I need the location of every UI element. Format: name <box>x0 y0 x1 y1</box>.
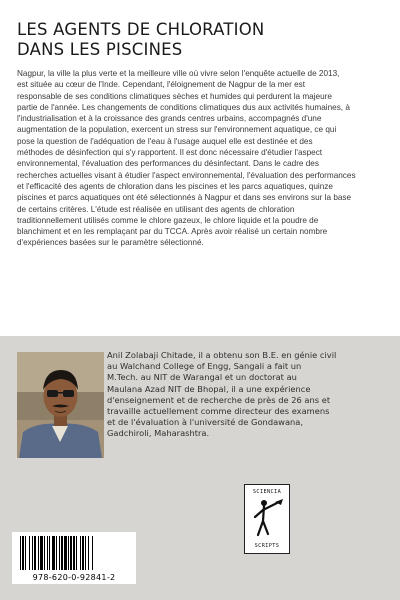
abstract-line: de certains critères. L'étude est réalisée en utilisant des agents de chloration <box>17 204 295 214</box>
title-line-1: LES AGENTS DE CHLORATION <box>17 20 265 39</box>
abstract-line: d'expériences basées sur le paramètre sélectionné. <box>17 238 204 248</box>
bio-line: Maulana Azad NIT de Bhopal, il a une expérience <box>107 383 311 394</box>
bio-line: M.Tech. au NIT de Warangal et un doctorat au <box>107 372 297 383</box>
abstract-line: l'industrialisation et à la croissance des grands centres urbains, accompagnés d'une <box>17 114 322 124</box>
author-bio <box>107 350 397 440</box>
abstract-line: responsable de ses conditions climatiques sèches et humides qui perdurent la majeure <box>17 91 332 101</box>
abstract-line: et l'efficacité des agents de chloration dans les piscines et les parcs aquatiques, quinze <box>17 181 333 191</box>
abstract-line: méthodes de désinfection qui s'y rapportent. Il est donc nécessaire d'étudier l'aspect <box>17 148 323 158</box>
isbn-number: 978-620-0-92841-2 <box>32 573 116 582</box>
abstract-line: recherches actuelles visant à étudier l'aspect environnemental, l'évaluation des performances <box>17 170 356 180</box>
abstract-text <box>17 68 385 249</box>
bio-line: d'enseignement et de recherche de près de 26 ans et <box>107 394 331 405</box>
walking-figure-icon <box>251 497 285 541</box>
abstract-line: traditionnellement utilisés comme le chlore gazeux, le chlore liquide et la poudre de <box>17 215 319 225</box>
author-photo <box>17 352 104 458</box>
abstract-line: partie de l'année. Les changements de conditions climatiques dus aux activités humaines, à <box>17 102 350 112</box>
book-title <box>17 20 387 60</box>
publisher-logo-bottom-text: SCRIPTS <box>254 543 280 549</box>
abstract-line: pose la question de l'adéquation de l'eau à l'usage auquel elle est destinée et des <box>17 136 313 146</box>
bio-line: Gadchiroli, Maharashtra. <box>107 428 210 439</box>
title-line-2: DANS LES PISCINES <box>17 40 183 59</box>
abstract-line: augmentation de la population, exercent un stress sur l'environnement aquatique, ce qui <box>17 125 337 135</box>
barcode-icon <box>18 536 130 572</box>
abstract-line: est située au cœur de l'Inde. Cependant, l'éloignement de Nagpur de la mer est <box>17 80 306 90</box>
publisher-logo-top-text: SCIENCIA <box>252 489 282 495</box>
publisher-logo <box>244 484 290 554</box>
abstract-line: piscines et parcs aquatiques ont été sélectionnés à Nagpur et dans ses environs sur la base <box>17 193 352 203</box>
isbn-barcode-box <box>12 532 136 584</box>
abstract-line: blanchiment et en les remplaçant par du TCCA. Après avoir réalisé un certain nombre <box>17 227 328 237</box>
bio-line: Anil Zolabaji Chitade, il a obtenu son B.E. en génie civil <box>107 350 337 360</box>
bio-line: au Walchand College of Engg, Sangali a fait un <box>107 361 302 372</box>
abstract-line: Nagpur, la ville la plus verte et la meilleure ville où vivre selon l'enquête actuelle de 2013, <box>17 69 340 78</box>
abstract-line: environnemental, l'évaluation des performances du désinfectant. Dans le cadre des <box>17 159 319 169</box>
bio-line: et de l'évaluation à l'université de Gondawana, <box>107 417 304 428</box>
bio-line: travaille actuellement comme directeur des examens <box>107 406 330 417</box>
